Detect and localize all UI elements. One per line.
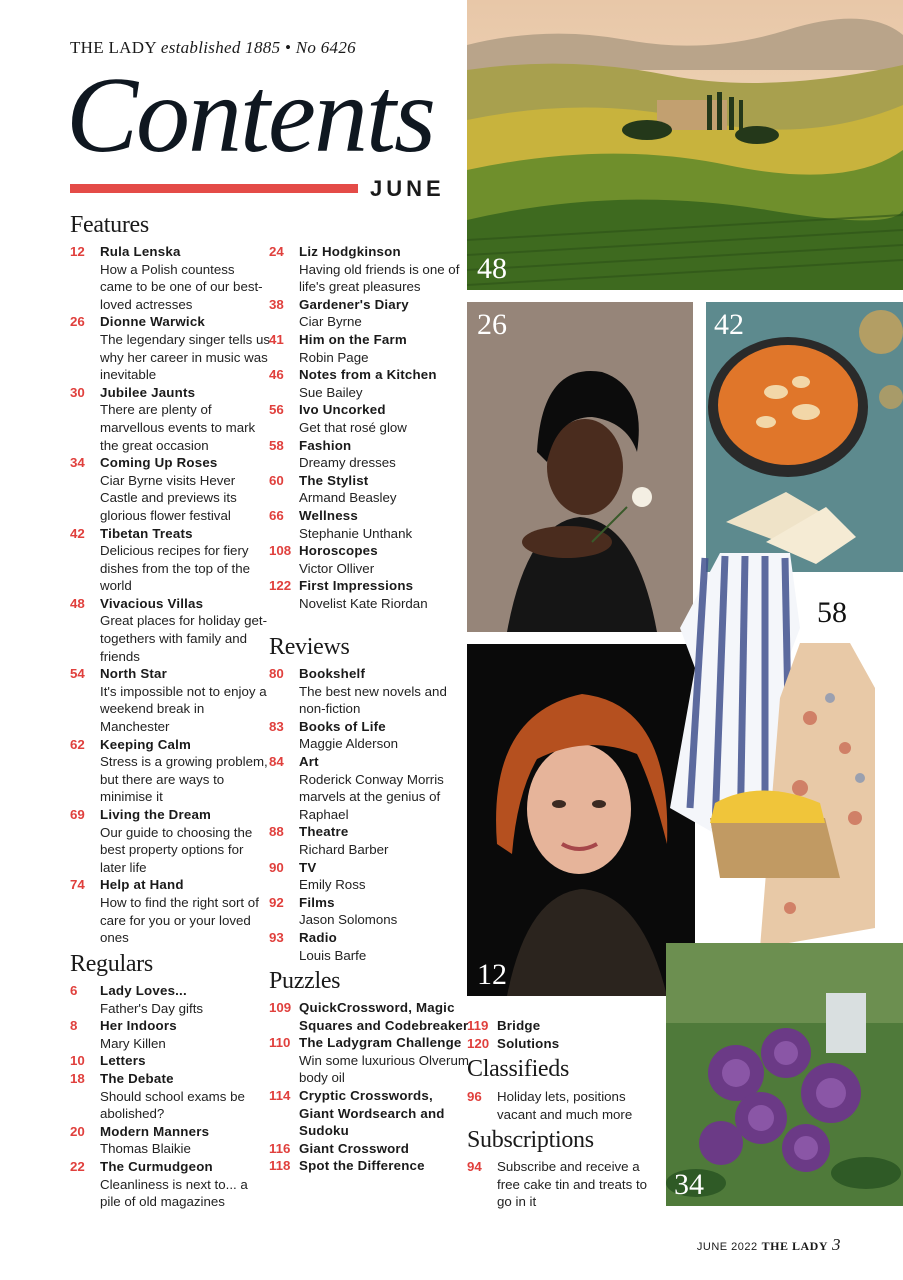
regulars-heading: Regulars <box>70 951 153 977</box>
roses-page-number: 34 <box>674 1168 704 1201</box>
contents-entry <box>467 1158 649 1211</box>
entry-page-number: 8 <box>70 1018 78 1034</box>
entry-description: Mary Killen <box>100 1035 166 1051</box>
entry-page-number: 58 <box>269 437 284 453</box>
entry-page-number: 18 <box>70 1070 85 1086</box>
entry-text <box>299 296 469 331</box>
entry-description: Novelist Kate Riordan <box>299 595 428 611</box>
entry-text <box>299 859 469 894</box>
entry-page-number: 12 <box>70 244 85 259</box>
entry-title: Lady Loves... <box>100 983 187 998</box>
subscriptions-heading: Subscriptions <box>467 1127 594 1153</box>
entry-page-number: 92 <box>269 894 284 910</box>
contents-entry <box>269 1157 469 1175</box>
entry-description: Ciar Byrne <box>299 314 362 330</box>
footer-issue: JUNE 2022 <box>696 1241 758 1253</box>
entry-description: Ciar Byrne visits Hever Castle and previews its glorious flower festival <box>100 472 237 523</box>
contents-entry <box>70 454 270 524</box>
contents-entry <box>269 1140 469 1158</box>
entry-text <box>100 1123 270 1158</box>
entry-title: Horoscopes <box>299 543 378 559</box>
entry-text <box>100 665 270 735</box>
entry-description: Armand Beasley <box>299 490 397 506</box>
entry-description: Get that rosé glow <box>299 419 407 435</box>
classifieds-list <box>467 1088 649 1123</box>
entry-text <box>100 525 270 595</box>
entry-description: How to find the right sort of care for you or your loved ones <box>100 894 259 946</box>
entry-description: Jason Solomons <box>299 912 398 928</box>
entry-page-number: 109 <box>269 1000 292 1015</box>
entry-description: Should school exams be abolished? <box>100 1088 245 1122</box>
entry-page-number: 110 <box>269 1035 291 1051</box>
contents-entry <box>269 1034 469 1087</box>
entry-page-number: 54 <box>70 666 85 682</box>
entry-description: The best new novels and non-fiction <box>299 683 447 717</box>
title-rule <box>70 184 358 193</box>
roses-photo <box>666 943 903 1206</box>
dresses-photo <box>650 548 903 968</box>
entry-text <box>100 1158 270 1211</box>
entry-text <box>100 1052 270 1070</box>
entry-title: Modern Manners <box>100 1123 210 1139</box>
page-number: 3 <box>832 1235 841 1254</box>
entry-page-number: 84 <box>269 753 284 769</box>
entry-text <box>299 894 469 929</box>
entry-description: Sue Bailey <box>299 384 363 400</box>
contents-entry <box>269 1087 469 1140</box>
entry-title: Wellness <box>299 507 359 523</box>
classifieds-heading: Classifieds <box>467 1056 570 1082</box>
entry-description: Holiday lets, positions vacant and much more <box>497 1089 633 1122</box>
entry-page-number: 114 <box>269 1087 291 1103</box>
landscape-page-number: 48 <box>477 252 507 285</box>
contents-entry <box>269 577 469 612</box>
entry-text <box>299 243 469 296</box>
page-title: Contents <box>66 56 435 175</box>
entry-text <box>299 542 469 577</box>
entry-title: Coming Up Roses <box>100 455 218 471</box>
entry-title: Jubilee Jaunts <box>100 384 196 400</box>
features-list-continued <box>269 243 469 612</box>
entry-description: It's impossible not to enjoy a weekend break in Manchester <box>100 683 267 735</box>
entry-title: The Ladygram Challenge <box>299 1035 462 1051</box>
features-heading: Features <box>70 212 149 238</box>
contents-entry <box>269 296 469 331</box>
contents-entry <box>70 1052 270 1070</box>
entry-description: Emily Ross <box>299 877 366 893</box>
puzzles-list <box>269 999 469 1175</box>
entry-page-number: 108 <box>269 543 292 559</box>
entry-title: Dionne Warwick <box>100 314 206 330</box>
entry-text <box>299 577 469 612</box>
entry-title: Ivo Uncorked <box>299 402 386 418</box>
entry-title: Spot the Difference <box>299 1158 425 1174</box>
entry-text <box>299 665 469 718</box>
entry-page-number: 116 <box>269 1140 291 1156</box>
entry-title: Giant Crossword <box>299 1140 410 1156</box>
entry-title: The Stylist <box>299 472 369 488</box>
entry-text <box>100 243 270 313</box>
entry-page-number: 69 <box>70 807 85 822</box>
entry-title: North Star <box>100 666 168 682</box>
issue-month: JUNE <box>370 176 445 201</box>
misc-list <box>467 1017 649 1052</box>
entry-page-number: 60 <box>269 472 284 488</box>
entry-description: Our guide to choosing the best property options for later life <box>100 824 253 875</box>
dresses-page-number: 58 <box>817 596 847 629</box>
contents-entry <box>70 876 270 946</box>
entry-page-number: 6 <box>70 983 78 998</box>
contents-entry <box>269 243 469 296</box>
entry-page-number: 118 <box>269 1158 291 1174</box>
entry-text <box>100 595 270 665</box>
entry-page-number: 24 <box>269 244 284 259</box>
entry-text <box>299 507 469 542</box>
entry-title: The Curmudgeon <box>100 1158 213 1174</box>
puzzles-heading: Puzzles <box>269 968 341 994</box>
contents-entry <box>269 472 469 507</box>
entry-title: Liz Hodgkinson <box>299 244 401 259</box>
entry-description: Win some luxurious Olverum body oil <box>299 1052 469 1086</box>
entry-description: Great places for holiday get-togethers with family and friends <box>100 613 268 664</box>
entry-description: Victor Olliver <box>299 560 375 576</box>
entry-text <box>100 454 270 524</box>
entry-title: Bridge <box>497 1018 541 1033</box>
contents-entry <box>70 384 270 454</box>
entry-text <box>299 753 469 823</box>
entry-page-number: 96 <box>467 1089 482 1104</box>
entry-title: Vivacious Villas <box>100 595 204 611</box>
entry-title: Keeping Calm <box>100 736 192 752</box>
contents-entry <box>70 982 270 1017</box>
entry-text <box>100 384 270 454</box>
entry-description: Robin Page <box>299 349 369 365</box>
contents-entry <box>269 542 469 577</box>
contents-entry <box>269 753 469 823</box>
entry-title: Help at Hand <box>100 877 184 893</box>
entry-text <box>299 1034 469 1087</box>
entry-title: Rula Lenska <box>100 244 181 259</box>
entry-title: Art <box>299 753 319 769</box>
entry-page-number: 20 <box>70 1123 85 1139</box>
entry-page-number: 120 <box>467 1035 490 1051</box>
entry-description: Cleanliness is next to... a pile of old magazines <box>100 1176 248 1210</box>
entry-title: Letters <box>100 1053 146 1069</box>
entry-title: Films <box>299 894 335 910</box>
entry-description: The legendary singer tells us why her career in music was inevitable <box>100 331 270 383</box>
entry-text <box>299 929 469 964</box>
entry-text <box>299 1140 469 1158</box>
entry-page-number: 119 <box>467 1018 489 1033</box>
entry-page-number: 122 <box>269 578 292 594</box>
features-list <box>70 243 270 947</box>
subscriptions-list <box>467 1158 649 1211</box>
contents-entry <box>269 401 469 436</box>
entry-text <box>299 999 469 1034</box>
entry-text <box>299 331 469 366</box>
entry-title: Her Indoors <box>100 1018 177 1034</box>
page-footer <box>697 1235 841 1255</box>
entry-title: First Impressions <box>299 578 414 594</box>
entry-text <box>299 1087 469 1140</box>
entry-title: Cryptic Crosswords, Giant Wordsearch and Sudoku <box>299 1087 445 1139</box>
entry-description: Thomas Blaikie <box>100 1141 191 1157</box>
entry-description: Richard Barber <box>299 841 389 857</box>
landscape-photo <box>467 0 903 290</box>
entry-page-number: 42 <box>70 525 85 541</box>
actress-page-number: 12 <box>477 958 507 991</box>
entry-page-number: 38 <box>269 296 284 312</box>
contents-entry <box>70 313 270 383</box>
entry-page-number: 88 <box>269 824 284 840</box>
entry-description: Louis Barfe <box>299 947 367 963</box>
footer-brand: THE LADY <box>761 1239 828 1253</box>
contents-entry <box>70 595 270 665</box>
entry-title: Solutions <box>497 1035 560 1051</box>
entry-title: Fashion <box>299 437 352 453</box>
contents-entry <box>269 823 469 858</box>
contents-entry <box>70 1123 270 1158</box>
entry-description: Dreamy dresses <box>299 455 396 471</box>
entry-title: Bookshelf <box>299 666 366 681</box>
reviews-list <box>269 665 469 964</box>
entry-text <box>100 313 270 383</box>
contents-entry <box>70 1070 270 1123</box>
entry-text <box>100 736 270 806</box>
contents-entry <box>269 718 469 753</box>
entry-page-number: 56 <box>269 402 284 418</box>
entry-page-number: 48 <box>70 595 85 611</box>
entry-title: The Debate <box>100 1070 174 1086</box>
contents-entry <box>269 665 469 718</box>
entry-text <box>299 718 469 753</box>
regulars-list <box>70 982 270 1211</box>
entry-title: Books of Life <box>299 718 386 734</box>
entry-page-number: 94 <box>467 1159 482 1174</box>
entry-description: Roderick Conway Morris marvels at the genius of Raphael <box>299 771 444 822</box>
masthead-brand: THE LADY <box>70 38 157 57</box>
entry-text <box>100 876 270 946</box>
entry-text <box>299 366 469 401</box>
contents-entry <box>269 999 469 1034</box>
entry-text <box>100 1070 270 1123</box>
entry-text <box>497 1158 649 1211</box>
entry-text <box>497 1035 649 1053</box>
entry-title: Him on the Farm <box>299 331 407 347</box>
entry-page-number: 66 <box>269 507 284 523</box>
entry-description: Subscribe and receive a free cake tin and treats to go in it <box>497 1159 648 1210</box>
contents-entry <box>269 859 469 894</box>
contents-entry <box>70 1017 270 1052</box>
entry-text <box>100 982 270 1017</box>
contents-entry <box>70 806 270 876</box>
entry-page-number: 30 <box>70 384 85 400</box>
entry-text <box>100 806 270 876</box>
singer-page-number: 26 <box>477 308 507 341</box>
contents-entry <box>70 1158 270 1211</box>
entry-description: Maggie Alderson <box>299 736 399 752</box>
contents-entry <box>467 1088 649 1123</box>
contents-entry <box>70 243 270 313</box>
contents-entry <box>269 894 469 929</box>
entry-description: Father's Day gifts <box>100 1000 204 1016</box>
reviews-heading: Reviews <box>269 634 350 660</box>
entry-text <box>299 401 469 436</box>
entry-page-number: 83 <box>269 718 284 734</box>
contents-entry <box>70 665 270 735</box>
entry-title: Living the Dream <box>100 807 212 822</box>
entry-title: Gardener's Diary <box>299 296 409 312</box>
curry-photo <box>706 302 903 572</box>
entry-text <box>497 1088 649 1123</box>
entry-text <box>100 1017 270 1052</box>
curry-page-number: 42 <box>714 308 744 341</box>
contents-entry <box>70 525 270 595</box>
entry-page-number: 46 <box>269 367 284 383</box>
contents-entry <box>467 1035 649 1053</box>
entry-page-number: 26 <box>70 314 85 330</box>
entry-page-number: 80 <box>269 666 284 681</box>
entry-description: There are plenty of marvellous events to mark the great occasion <box>100 402 256 453</box>
entry-page-number: 34 <box>70 455 85 471</box>
entry-text <box>299 472 469 507</box>
entry-description: How a Polish countess came to be one of our best-loved actresses <box>100 261 263 312</box>
entry-page-number: 74 <box>70 877 85 893</box>
entry-page-number: 22 <box>70 1158 85 1174</box>
entry-description: Stress is a growing problem, but there are ways to minimise it <box>100 754 268 805</box>
entry-description: Stephanie Unthank <box>299 525 413 541</box>
entry-description: Having old friends is one of life's great pleasures <box>299 261 460 295</box>
contents-entry <box>269 366 469 401</box>
entry-text <box>299 437 469 472</box>
contents-entry <box>70 736 270 806</box>
entry-page-number: 10 <box>70 1053 85 1069</box>
entry-title: Radio <box>299 929 337 945</box>
entry-text <box>497 1017 649 1035</box>
entry-page-number: 90 <box>269 859 284 875</box>
entry-page-number: 93 <box>269 929 284 945</box>
masthead-established: established 1885 • No 6426 <box>160 38 356 57</box>
entry-text <box>299 1157 469 1175</box>
contents-entry <box>467 1017 649 1035</box>
entry-page-number: 41 <box>269 331 284 347</box>
entry-page-number: 62 <box>70 736 85 752</box>
contents-entry <box>269 437 469 472</box>
entry-title: Notes from a Kitchen <box>299 367 437 383</box>
entry-title: QuickCrossword, Magic Squares and Codebreaker <box>299 1000 469 1033</box>
entry-title: Tibetan Treats <box>100 525 193 541</box>
entry-title: TV <box>299 859 317 875</box>
entry-text <box>299 823 469 858</box>
masthead <box>70 38 356 58</box>
entry-description: Delicious recipes for fiery dishes from the top of the world <box>100 543 251 594</box>
contents-entry <box>269 929 469 964</box>
entry-title: Theatre <box>299 824 349 840</box>
contents-entry <box>269 507 469 542</box>
contents-entry <box>269 331 469 366</box>
